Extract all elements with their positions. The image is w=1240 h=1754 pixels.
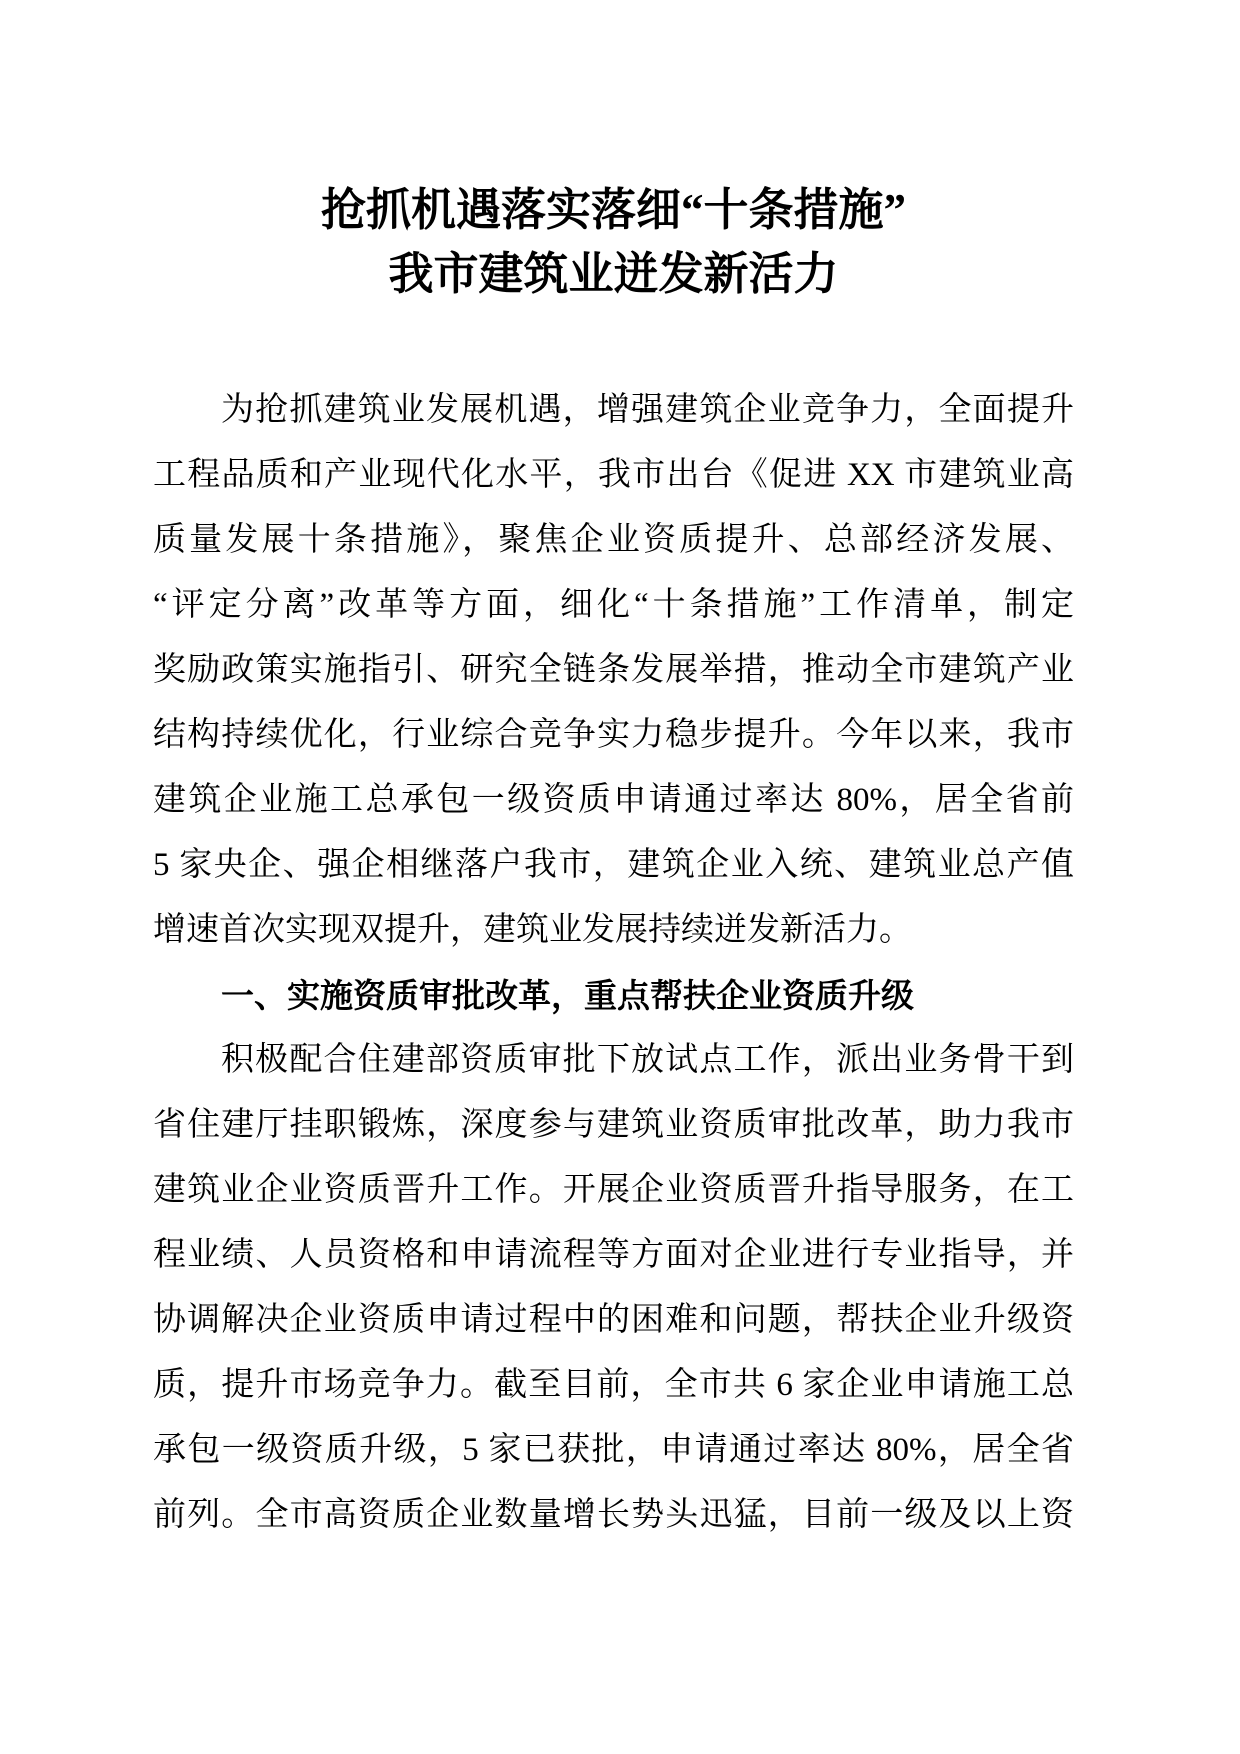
section-heading: 一、实施资质审批改革，重点帮扶企业资质升级	[221, 977, 914, 1014]
paragraph-line: 协调解决企业资质申请过程中的困难和问题，帮扶企业升级资	[153, 1302, 1074, 1338]
paragraph-line: 为抢抓建筑业发展机遇，增强建筑企业竞争力，全面提升	[221, 392, 1074, 428]
paragraph-line: 结构持续优化，行业综合竞争实力稳步提升。今年以来，我市	[153, 717, 1074, 753]
paragraph-line: 工程品质和产业现代化水平，我市出台《促进 XX 市建筑业高	[153, 457, 1074, 493]
paragraph-line: 前列。全市高资质企业数量增长势头迅猛，目前一级及以上资	[153, 1497, 1074, 1533]
paragraph-line: 程业绩、人员资格和申请流程等方面对企业进行专业指导，并	[153, 1237, 1074, 1273]
section-1-paragraph	[153, 1028, 1074, 1548]
paragraph-line: 积极配合住建部资质审批下放试点工作，派出业务骨干到	[221, 1042, 1074, 1078]
paragraph-line: 奖励政策实施指引、研究全链条发展举措，推动全市建筑产业	[153, 652, 1074, 688]
paragraph-line: 建筑业企业资质晋升工作。开展企业资质晋升指导服务，在工	[153, 1172, 1074, 1208]
title-line-1: 抢抓机遇落实落细“十条措施”	[320, 185, 906, 235]
paragraph-line: 省住建厅挂职锻炼，深度参与建筑业资质审批改革，助力我市	[153, 1107, 1074, 1143]
document-title	[153, 178, 1074, 306]
intro-paragraph	[153, 378, 1074, 963]
paragraph-line: “评定分离”改革等方面，细化“十条措施”工作清单，制定	[153, 587, 1074, 623]
title-line-2: 我市建筑业迸发新活力	[388, 249, 839, 299]
paragraph-line: 增速首次实现双提升，建筑业发展持续迸发新活力。	[153, 912, 912, 948]
paragraph-line: 承包一级资质升级，5 家已获批，申请通过率达 80%，居全省	[153, 1432, 1074, 1468]
document-body	[153, 378, 1074, 1548]
paragraph-line: 建筑企业施工总承包一级资质申请通过率达 80%，居全省前	[153, 782, 1074, 818]
paragraph-line: 质，提升市场竞争力。截至目前，全市共 6 家企业申请施工总	[153, 1367, 1074, 1403]
paragraph-line: 质量发展十条措施》，聚焦企业资质提升、总部经济发展、	[153, 522, 1074, 558]
paragraph-line: 5 家央企、强企相继落户我市，建筑企业入统、建筑业总产值	[153, 847, 1074, 883]
